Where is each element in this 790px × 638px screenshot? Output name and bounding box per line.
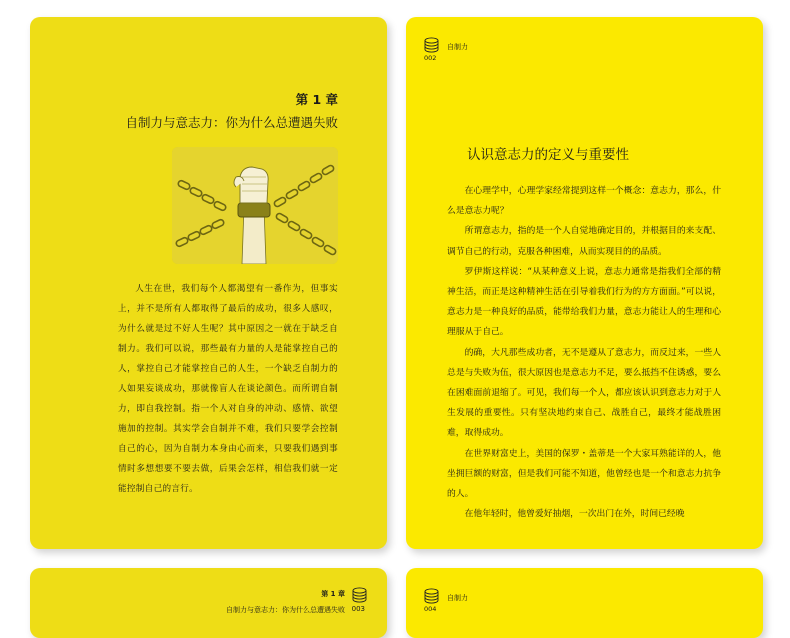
fist-breaking-chains-icon [172,147,338,264]
body-paragraph: 在世界财富史上，美国的保罗・盖蒂是一个大家耳熟能详的人，他坐拥巨额的财富，但是我们可能不知道，他曾经也是一个和意志力抗争的人。 [447,448,721,500]
page-right-section [406,17,763,549]
section-title: 认识意志力的定义与重要性 [467,147,629,163]
section-body [447,181,721,524]
chapter-intro-paragraph: 人生在世，我们每个人都渴望有一番作为，但事实上，并不是所有人都取得了最后的成功，很多人感叹，为什么就是过不好人生呢？其中原因之一就在于缺乏自制力。我们可以说，那些最有力量的人是能掌控自己的人，掌控自己才能掌控自己的人生，一个缺乏自制力的人如果妄谈成功，那就像盲人在谈论颜色。而所谓自制力，即自我控制。指一个人对自身的冲动、感情、欲望施加的控制。其实学会自制并不难，我们只要学会控制自己的心，因为自制力本身由心而来，只要我们遇到事情时多想想要不要去做，后果会怎样，相信我们就一定能控制自己的言行。 [118,284,338,494]
chapter-title: 自制力与意志力：你为什么总遭遇失败 [125,115,338,130]
header-book-title: 自制力 [447,43,468,51]
coin-stack-icon [424,588,439,604]
page-number: 004 [424,605,437,613]
page-right-partial [406,568,763,638]
coin-stack-icon [424,37,439,53]
chapter-intro [118,279,338,499]
page-left-chapter-opening [30,17,387,549]
body-paragraph: 所谓意志力，指的是一个人自觉地确定目的，并根据目的来支配、调节自己的行动，克服各种困难，从而实现目的的品质。 [447,226,721,257]
page-number: 003 [351,605,365,613]
header-book-title: 自制力 [447,594,468,602]
page-number: 002 [424,54,437,62]
coin-stack-icon [352,587,367,603]
body-paragraph: 在他年轻时，他曾爱好抽烟，一次出门在外，时间已经晚 [464,509,685,520]
running-header-title: 自制力与意志力：你为什么总遭遇失败 [226,606,345,614]
page-left-partial [30,568,387,638]
body-paragraph: 在心理学中，心理学家经常提到这样一个概念：意志力，那么，什么是意志力呢？ [447,186,721,217]
body-paragraph: 罗伊斯这样说：“从某种意义上说，意志力通常是指我们全部的精神生活，而正是这种精神生活在引导着我们行为的方方面面。”可以说，意志力是一种良好的品质，能带给我们力量，意志力能让人的生理和心理服从于自己。 [447,266,721,338]
chapter-number: 第 1 章 [295,92,338,107]
running-header-chapter: 第 1 章 [321,590,345,598]
body-paragraph: 的确，大凡那些成功者，无不是遵从了意志力，而反过来，一些人总是与失败为伍，很大原因也是意志力不足，要么抵挡不住诱惑，要么在困难面前退缩了。可见，我们每一个人，都应该认识到意志力对于人生发展的重要性。只有坚决地约束自己、战胜自己，最终才能战胜困难，取得成功。 [447,347,721,439]
